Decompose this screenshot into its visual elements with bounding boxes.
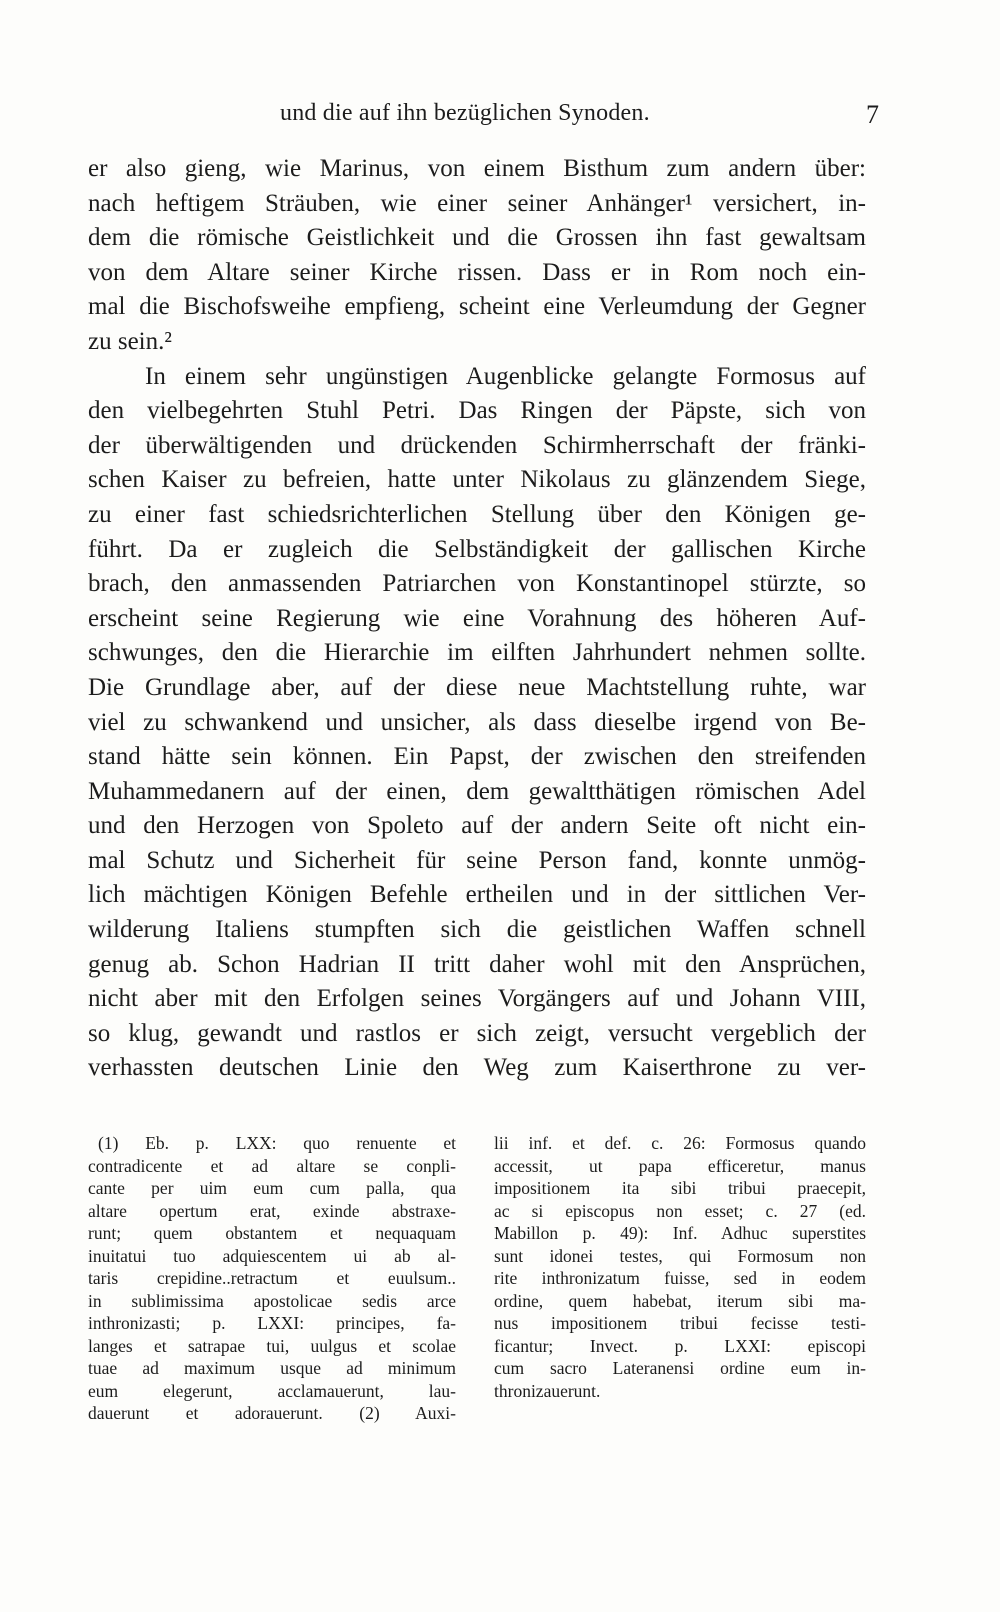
body-line: genug ab. Schon Hadrian II tritt daher wohl mit den Ansprüchen,: [88, 950, 866, 978]
body-line: viel zu schwankend und unsicher, als dass dieselbe irgend von Be-: [88, 708, 866, 736]
footnote-column-right: [494, 1132, 866, 1402]
body-line: der überwältigenden und drückenden Schirmherrschaft der fränki-: [88, 431, 866, 459]
footnote-line: tuae ad maximum usque ad minimum: [88, 1358, 456, 1378]
body-line: schwunges, den die Hierarchie im eilften Jahrhundert nehmen sollte.: [88, 639, 866, 667]
footnote-line: impositionem ita sibi tribui praecepit,: [494, 1178, 866, 1198]
body-line: zu sein.²: [88, 327, 172, 355]
body-line: schen Kaiser zu befreien, hatte unter Nikolaus zu glänzendem Siege,: [88, 466, 866, 494]
footnote-column-left: [88, 1132, 456, 1425]
body-line: In einem sehr ungünstigen Augenblicke gelangte Formosus auf: [145, 362, 866, 390]
footnote-line: taris crepidine..retractum et euulsum..: [88, 1268, 456, 1288]
body-line: brach, den anmassenden Patriarchen von Konstantinopel stürzte, so: [88, 570, 866, 598]
footnote-line: inuitatui tuo adquiescentem ui ab al-: [88, 1245, 456, 1266]
body-line: lich mächtigen Königen Befehle ertheilen und in der sittlichen Ver-: [88, 881, 866, 909]
body-line: zu einer fast schiedsrichterlichen Stellung über den Königen ge-: [88, 500, 866, 528]
body-line: Muhammedanern auf der einen, dem gewaltthätigen römischen Adel: [88, 777, 866, 805]
footnote-line: contradicente et ad altare se conpli-: [88, 1155, 456, 1176]
body-line: und den Herzogen von Spoleto auf der andern Seite oft nicht ein-: [88, 812, 866, 840]
body-line: so klug, gewandt und rastlos er sich zeigt, versucht vergeblich der: [88, 1019, 866, 1047]
footnote-line: ficantur; Invect. p. LXXI: episcopi: [494, 1335, 866, 1356]
footnote-line: in sublimissima apostolicae sedis arce: [88, 1290, 456, 1311]
body-line: nach heftigem Sträuben, wie einer seiner Anhänger¹ versichert, in-: [88, 189, 866, 217]
body-line: mal die Bischofsweihe empfieng, scheint eine Verleumdung der Gegner: [88, 293, 866, 321]
footnote-line: (1) Eb. p. LXX: quo renuente et: [98, 1133, 456, 1153]
body-line: wilderung Italiens stumpften sich die geistlichen Waffen schnell: [88, 916, 866, 944]
body-line: Die Grundlage aber, auf der diese neue Machtstellung ruhte, war: [88, 673, 866, 701]
footnote-line: eum elegerunt, acclamauerunt, lau-: [88, 1380, 456, 1401]
body-line: stand hätte sein können. Ein Papst, der zwischen den streifenden: [88, 743, 866, 771]
page-number: 7: [866, 100, 879, 129]
body-line: verhassten deutschen Linie den Weg zum Kaiserthrone zu ver-: [88, 1054, 866, 1082]
footnote-line: rite inthronizatum fuisse, sed in eodem: [494, 1268, 866, 1288]
body-line: von dem Altare seiner Kirche rissen. Dass er in Rom noch ein-: [88, 258, 866, 286]
running-head: [0, 100, 1000, 140]
footnote-line: nus impositionem tribui fecisse testi-: [494, 1313, 866, 1333]
footnote-line: dauerunt et adorauerunt. (2) Auxi-: [88, 1403, 456, 1423]
body-line: mal Schutz und Sicherheit für seine Person fand, konnte unmög-: [88, 846, 866, 874]
body-line: er also gieng, wie Marinus, von einem Bisthum zum andern über:: [88, 155, 866, 182]
running-title: und die auf ihn bezüglichen Synoden.: [280, 100, 650, 126]
footnote-line: Mabillon p. 49): Inf. Adhuc superstites: [494, 1223, 866, 1243]
footnote-line: ac si episcopus non esset; c. 27 (ed.: [494, 1200, 866, 1221]
body-line: nicht aber mit den Erfolgen seines Vorgängers auf und Johann VIII,: [88, 985, 866, 1013]
body-line: den vielbegehrten Stuhl Petri. Das Ringen der Päpste, sich von: [88, 397, 866, 425]
body-line: dem die römische Geistlichkeit und die Grossen ihn fast gewaltsam: [88, 224, 866, 252]
footnote-line: runt; quem obstantem et nequaquam: [88, 1223, 456, 1243]
body-text: [88, 152, 866, 1086]
footnote-line: lii inf. et def. c. 26: Formosus quando: [494, 1133, 866, 1153]
footnote-line: thronizauerunt.: [494, 1380, 601, 1401]
body-line: führt. Da er zugleich die Selbständigkeit der gallischen Kirche: [88, 535, 866, 563]
footnote-line: cante per uim eum cum palla, qua: [88, 1178, 456, 1198]
footnote-line: altare opertum erat, exinde abstraxe-: [88, 1200, 456, 1221]
footnote-line: langes et satrapae tui, uulgus et scolae: [88, 1335, 456, 1356]
footnote-line: cum sacro Lateranensi ordine eum in-: [494, 1358, 866, 1378]
footnote-line: ordine, quem habebat, iterum sibi ma-: [494, 1290, 866, 1311]
footnote-line: inthronizasti; p. LXXI: principes, fa-: [88, 1313, 456, 1333]
footnote-line: accessit, ut papa efficeretur, manus: [494, 1155, 866, 1176]
footnote-line: sunt idonei testes, qui Formosum non: [494, 1245, 866, 1266]
body-line: erscheint seine Regierung wie eine Vorahnung des höheren Auf-: [88, 604, 866, 632]
